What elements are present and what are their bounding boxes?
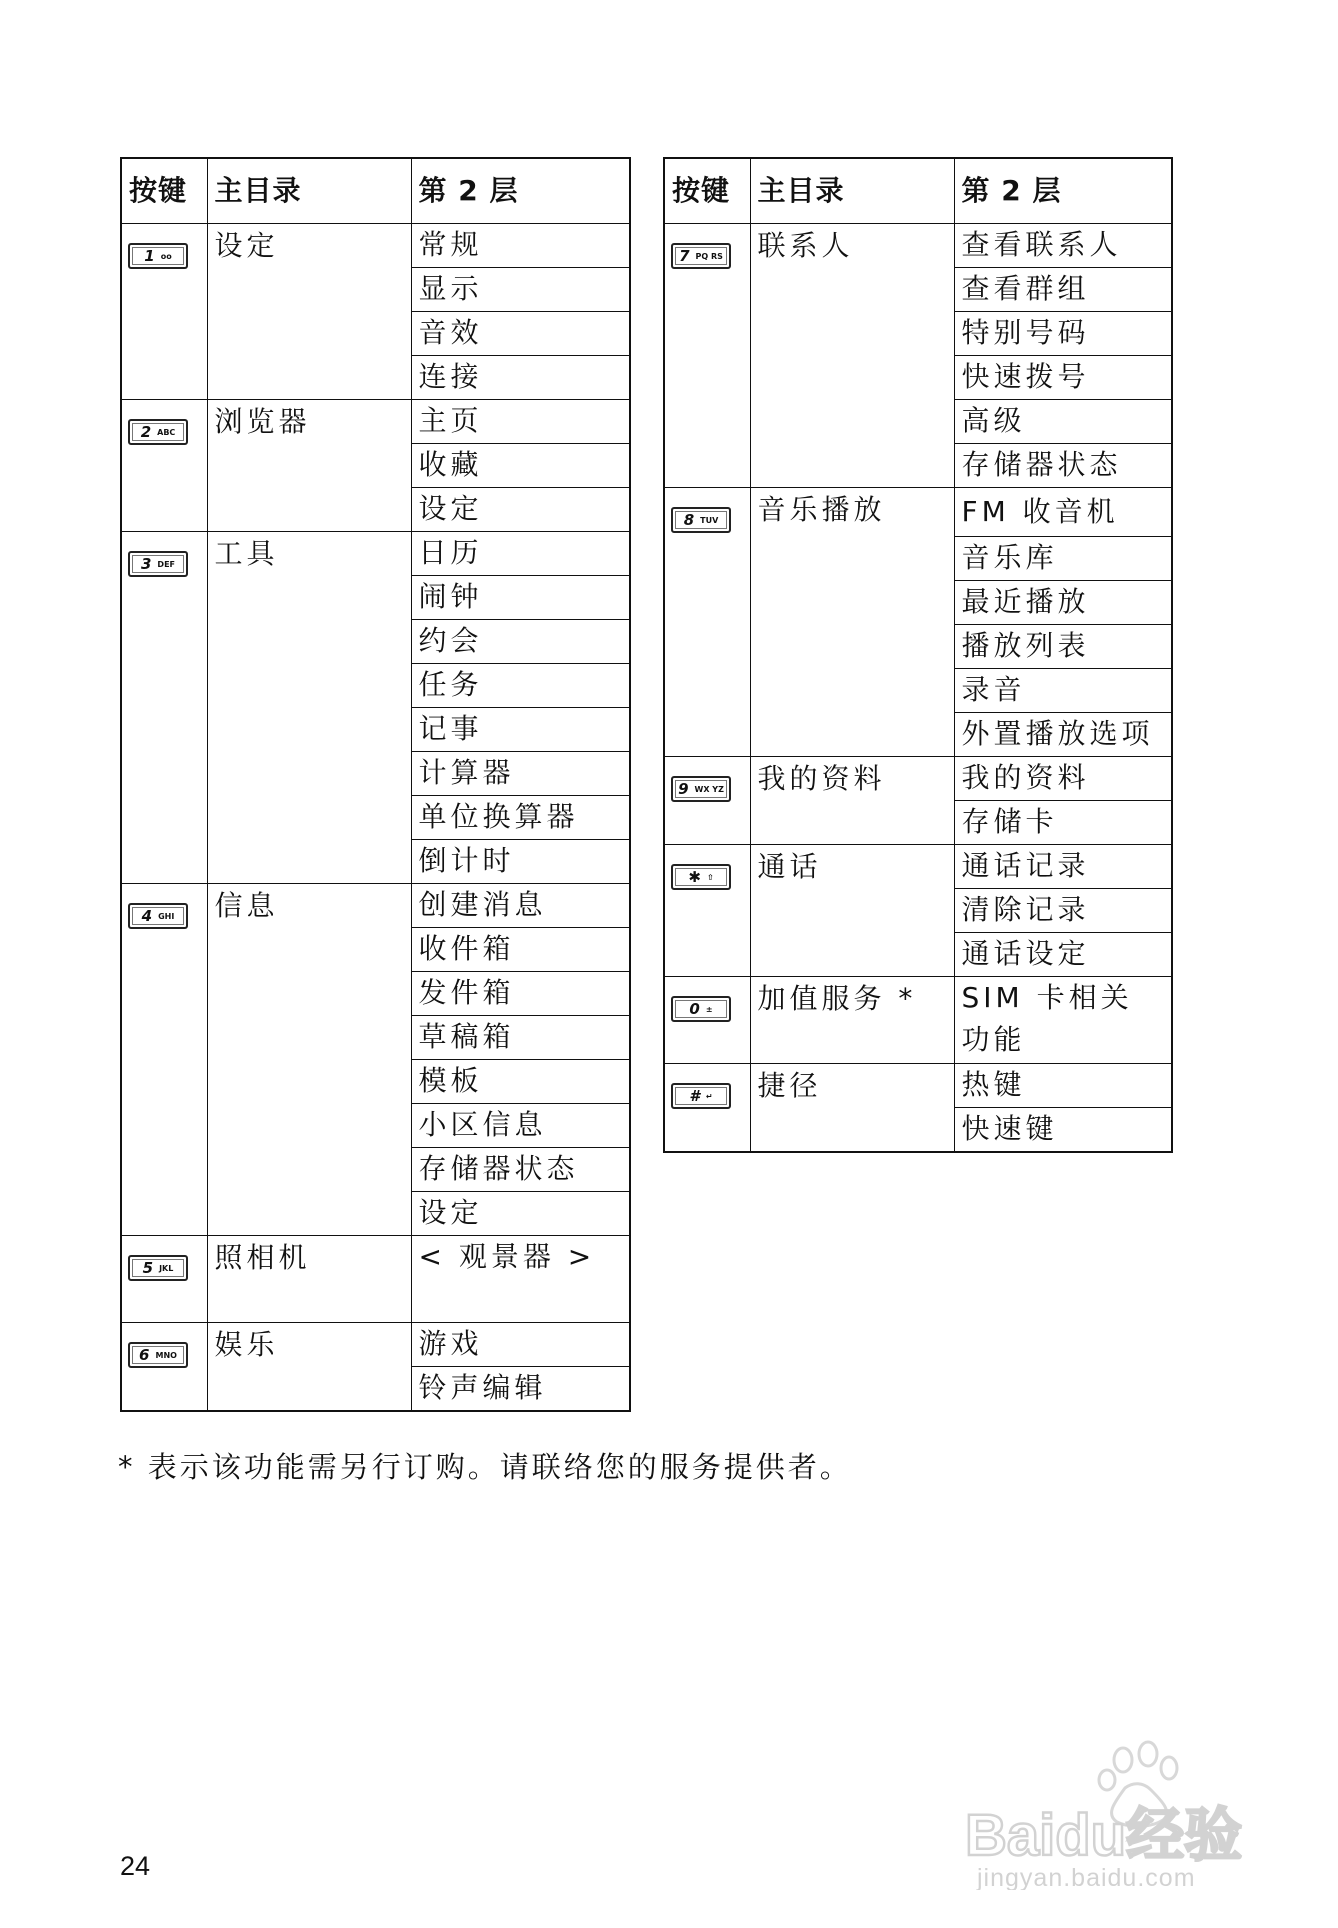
key-cell xyxy=(664,757,750,845)
key-9-icon xyxy=(671,776,731,802)
table-row xyxy=(664,1064,1172,1108)
left-menu-table xyxy=(120,157,631,1412)
submenu-item: 播放列表 xyxy=(954,625,1172,669)
key-cell xyxy=(121,532,207,884)
key-digit: 0 xyxy=(689,1000,700,1018)
submenu-item: 草稿箱 xyxy=(411,1016,630,1060)
submenu-item: 音效 xyxy=(411,312,630,356)
key-cell xyxy=(121,1236,207,1323)
main-menu-label: 通话 xyxy=(750,845,954,977)
submenu-item: 小区信息 xyxy=(411,1104,630,1148)
key-letters: MNO xyxy=(155,1350,177,1360)
submenu-item: 设定 xyxy=(411,488,630,532)
submenu-item: 计算器 xyxy=(411,752,630,796)
key-6-icon xyxy=(128,1342,188,1368)
key-letters: WX YZ xyxy=(694,784,724,794)
table-row xyxy=(664,845,1172,889)
submenu-item: 高级 xyxy=(954,400,1172,444)
right-menu-table xyxy=(663,157,1173,1153)
submenu-item: < 观景器 > xyxy=(411,1236,630,1323)
table-row xyxy=(664,757,1172,801)
submenu-item: 最近播放 xyxy=(954,581,1172,625)
submenu-item: 铃声编辑 xyxy=(411,1367,630,1412)
submenu-item: 约会 xyxy=(411,620,630,664)
table-row xyxy=(121,224,630,268)
key-digit: 5 xyxy=(142,1259,154,1277)
submenu-item: 游戏 xyxy=(411,1323,630,1367)
header-key: 按键 xyxy=(664,158,750,224)
submenu-item: 记事 xyxy=(411,708,630,752)
submenu-item: 收藏 xyxy=(411,444,630,488)
key-letters: JKL xyxy=(159,1263,174,1273)
main-menu-label: 加值服务 * xyxy=(750,977,954,1064)
main-menu-label: 联系人 xyxy=(750,224,954,488)
submenu-item: 存储卡 xyxy=(954,801,1172,845)
submenu-item: 外置播放选项 xyxy=(954,713,1172,757)
star-key-icon xyxy=(671,864,731,890)
table-row xyxy=(121,400,630,444)
header-main: 主目录 xyxy=(750,158,954,224)
key-cell xyxy=(121,224,207,400)
submenu-item: 查看群组 xyxy=(954,268,1172,312)
voicemail-key-icon xyxy=(128,243,188,269)
submenu-item: 通话设定 xyxy=(954,933,1172,977)
key-letters: oo xyxy=(160,251,172,261)
header-main: 主目录 xyxy=(207,158,411,224)
submenu-item: 录音 xyxy=(954,669,1172,713)
key-digit: 8 xyxy=(683,511,695,529)
key-digit: 6 xyxy=(139,1346,150,1364)
submenu-item: 热键 xyxy=(954,1064,1172,1108)
main-menu-label: 信息 xyxy=(207,884,411,1236)
submenu-item: 常规 xyxy=(411,224,630,268)
watermark-brand: Baidu经验 xyxy=(965,1803,1243,1868)
table-header-row xyxy=(121,158,630,224)
submenu-item: 任务 xyxy=(411,664,630,708)
key-cell xyxy=(121,1323,207,1412)
submenu-item: 倒计时 xyxy=(411,840,630,884)
submenu-item: 闹钟 xyxy=(411,576,630,620)
submenu-item: 快速拨号 xyxy=(954,356,1172,400)
submenu-item: 单位换算器 xyxy=(411,796,630,840)
header-level2: 第 2 层 xyxy=(954,158,1172,224)
main-menu-label: 音乐播放 xyxy=(750,488,954,757)
submenu-item: 主页 xyxy=(411,400,630,444)
main-menu-label: 娱乐 xyxy=(207,1323,411,1412)
key-3-icon xyxy=(128,551,188,577)
header-key: 按键 xyxy=(121,158,207,224)
key-letters: ⇧ xyxy=(706,872,714,882)
submenu-item: 收件箱 xyxy=(411,928,630,972)
key-digit: # xyxy=(689,1087,700,1105)
key-digit: ✱ xyxy=(688,868,701,886)
key-digit: 9 xyxy=(678,780,689,798)
submenu-item: 快速键 xyxy=(954,1108,1172,1153)
key-letters: ± xyxy=(705,1004,713,1014)
key-cell xyxy=(664,845,750,977)
main-menu-label: 浏览器 xyxy=(207,400,411,532)
submenu-item: 连接 xyxy=(411,356,630,400)
key-digit: 1 xyxy=(144,247,155,265)
table-row xyxy=(664,977,1172,1064)
submenu-item: 创建消息 xyxy=(411,884,630,928)
key-digit: 4 xyxy=(141,907,153,925)
key-letters: DEF xyxy=(157,559,175,569)
table-row xyxy=(121,1236,630,1323)
main-menu-label: 捷径 xyxy=(750,1064,954,1153)
key-digit: 2 xyxy=(140,423,152,441)
key-letters: ABC xyxy=(157,427,176,437)
main-menu-label: 工具 xyxy=(207,532,411,884)
header-level2: 第 2 层 xyxy=(411,158,630,224)
submenu-item: 音乐库 xyxy=(954,537,1172,581)
submenu-item: 清除记录 xyxy=(954,889,1172,933)
table-row xyxy=(121,532,630,576)
key-letters: ↵ xyxy=(705,1091,713,1101)
key-5-icon xyxy=(128,1255,188,1281)
table-row xyxy=(121,1323,630,1367)
submenu-item: 显示 xyxy=(411,268,630,312)
key-cell xyxy=(664,224,750,488)
submenu-item: 通话记录 xyxy=(954,845,1172,889)
key-2-icon xyxy=(128,419,188,445)
page-number: 24 xyxy=(120,1851,151,1881)
hash-key-icon xyxy=(671,1083,731,1109)
submenu-item: 模板 xyxy=(411,1060,630,1104)
key-4-icon xyxy=(128,903,188,929)
submenu-item: FM 收音机 xyxy=(954,488,1172,537)
key-digit: 3 xyxy=(140,555,152,573)
main-menu-label: 设定 xyxy=(207,224,411,400)
key-digit: 7 xyxy=(679,247,690,265)
table-row xyxy=(664,488,1172,537)
submenu-item: 存储器状态 xyxy=(411,1148,630,1192)
key-cell xyxy=(121,400,207,532)
submenu-item: 查看联系人 xyxy=(954,224,1172,268)
key-letters: GHI xyxy=(158,911,175,921)
baidu-watermark-logo xyxy=(955,1740,1275,1890)
key-8-icon xyxy=(671,507,731,533)
submenu-item: 特别号码 xyxy=(954,312,1172,356)
submenu-item: 设定 xyxy=(411,1192,630,1236)
key-letters: TUV xyxy=(700,515,719,525)
key-cell xyxy=(664,977,750,1064)
key-7-icon xyxy=(671,243,731,269)
key-cell xyxy=(664,1064,750,1153)
key-cell xyxy=(664,488,750,757)
submenu-item: 存储器状态 xyxy=(954,444,1172,488)
watermark-url: jingyan.baidu.com xyxy=(977,1864,1196,1890)
key-0-icon xyxy=(671,996,731,1022)
submenu-item: 日历 xyxy=(411,532,630,576)
main-menu-label: 照相机 xyxy=(207,1236,411,1323)
submenu-item: SIM 卡相关功能 xyxy=(954,977,1172,1064)
key-cell xyxy=(121,884,207,1236)
submenu-item: 我的资料 xyxy=(954,757,1172,801)
key-letters: PQ RS xyxy=(695,251,723,261)
submenu-item: 发件箱 xyxy=(411,972,630,1016)
table-row xyxy=(664,224,1172,268)
footnote: * 表示该功能需另行订购。请联络您的服务提供者。 xyxy=(118,1450,852,1484)
table-header-row xyxy=(664,158,1172,224)
main-menu-label: 我的资料 xyxy=(750,757,954,845)
table-row xyxy=(121,884,630,928)
